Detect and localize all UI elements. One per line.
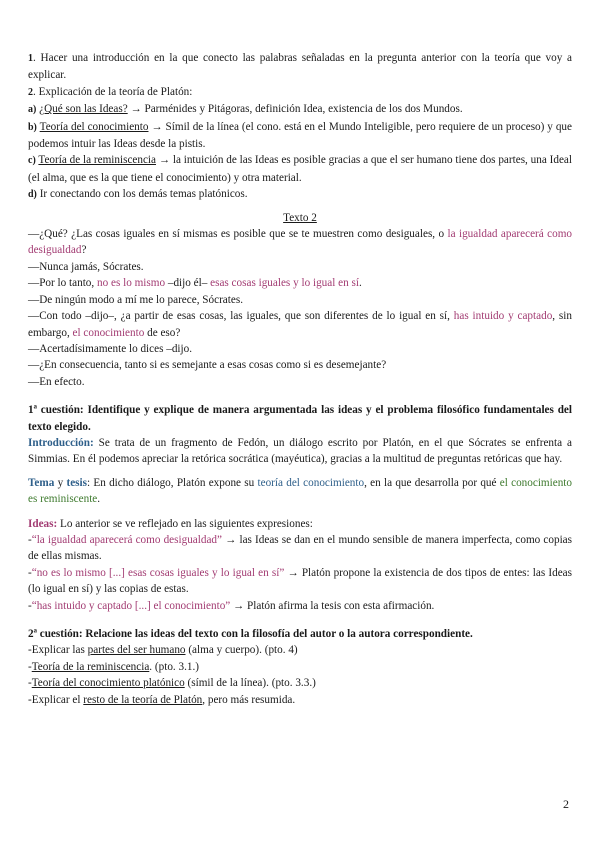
highlight-phrase: el conocimiento [72, 326, 145, 339]
outline-underlined: ¿Qué son las Ideas? [39, 103, 128, 116]
outline-number: 1 [28, 53, 33, 64]
item-underlined: Teoría de la reminiscencia [31, 660, 150, 673]
item-text: . (pto. 3.1.) [149, 660, 200, 673]
item-underlined: Teoría del conocimiento platónico [31, 677, 185, 690]
outline-item-d [28, 186, 572, 203]
highlight-phrase: teoría del conocimiento [257, 476, 365, 489]
dialogue-line: —En efecto. [28, 375, 85, 388]
outline-text: → Símil de la línea (el cono. está en el Mundo Inteligible, pero requiere de un proceso) y que podemos intuir las Ideas desde la pistis. [28, 120, 572, 151]
dialogue-line: —Nunca jamás, Sócrates. [28, 260, 144, 273]
outline-text: → Parménides y Pitágoras, definición Idea, existencia de los dos Mundos. [127, 103, 463, 116]
tesis-label: tesis [66, 476, 87, 489]
ideas-label: Ideas: [28, 517, 58, 530]
outline-underlined: Teoría del conocimiento [39, 120, 149, 133]
highlight-phrase: has intuido y captado [453, 310, 553, 323]
introduction-paragraph [28, 435, 572, 468]
item-text: , pero más resumida. [202, 693, 296, 706]
explanation: → las Ideas se dan en el mundo sensible de manera imperfecta, como copias de ellas mismas. [28, 533, 573, 563]
highlight-phrase: el conocimiento es reminiscente [28, 476, 573, 506]
dialogue-line: —Acertadísimamente lo dices –dijo. [28, 342, 193, 355]
explanation: → Platón propone la existencia de dos tipos de entes: las Ideas (lo igual en sí) y las copias de estas. [28, 566, 572, 596]
outline-label: b) [28, 121, 37, 133]
dialogue-line [28, 275, 572, 291]
outline-item-c [28, 152, 572, 186]
dialogue-text: , sin embargo, [28, 310, 572, 339]
item-text: -Explicar el [28, 693, 84, 706]
relation-item [28, 659, 572, 675]
highlight-phrase: no es lo mismo [97, 277, 166, 290]
bullet: - [28, 599, 32, 612]
paragraph-text: , en la que desarrolla por qué [364, 476, 500, 489]
outline-underlined: Teoría de la reminiscencia [38, 154, 157, 167]
explanation: → Platón afirma la tesis con esta afirmación. [230, 599, 435, 612]
quote: “has intuido y captado [...] el conocimiento” [31, 599, 231, 612]
quote: “la igualdad aparecerá como desigualdad” [31, 533, 222, 546]
page-content [28, 50, 572, 708]
dialogue-line: —¿En consecuencia, tanto si es semejante a esas cosas como si es desemejante? [28, 359, 387, 372]
highlight-phrase: esas cosas iguales y lo igual en sí [210, 277, 359, 290]
texto2-heading: Texto 2 [283, 211, 317, 224]
outline-item-1 [28, 50, 572, 84]
outline-text: . Explicación de la teoría de Platón: [33, 85, 193, 98]
outline-label: d) [28, 189, 37, 201]
dialogue-text: de eso? [144, 326, 181, 339]
item-text: - [28, 660, 32, 673]
bullet: - [28, 566, 32, 579]
outline-text: Ir conectando con los demás temas platónicos. [36, 188, 248, 201]
outline-item-b [28, 119, 572, 153]
item-underlined: partes del ser humano [87, 644, 186, 657]
relation-item [28, 642, 572, 658]
item-underlined: resto de la teoría de Platón [83, 693, 203, 706]
outline-label: a) [28, 104, 37, 116]
outline-item-2 [28, 84, 572, 101]
tema-label: Tema [28, 476, 55, 489]
bullet: - [28, 533, 32, 546]
paragraph-text: . [97, 493, 101, 506]
dialogue-text: —¿Qué? ¿Las cosas iguales en sí mismas es posible que se te muestren como desiguales, o [28, 228, 448, 241]
dialogue-line [28, 226, 572, 259]
relation-item [28, 692, 572, 708]
outline-number: 2 [28, 86, 33, 98]
question-2-title: 2ª cuestión: Relacione las ideas del texto con la filosofía del autor o la autora correspondiente. [28, 628, 473, 640]
outline-text: . Hacer una introducción en la que conecto las palabras señaladas en la pregunta anterior con la teoría que voy a explicar. [28, 52, 572, 82]
highlight-phrase: la igualdad aparecerá como desigualdad [28, 228, 572, 257]
tema-tesis-paragraph [28, 475, 572, 508]
dialogue-text: –dijo él– [165, 277, 211, 290]
quote: “no es lo mismo [...] esas cosas iguales y lo igual en sí” [31, 566, 285, 579]
paragraph-text: y [54, 476, 67, 489]
dialogue-text: —Con todo –dijo–, ¿a partir de esas cosas, las iguales, que son diferentes de lo igual en sí, [28, 310, 454, 323]
paragraph-text: Lo anterior se ve reflejado en las siguientes expresiones: [57, 517, 313, 530]
dialogue-text: . [358, 277, 362, 290]
item-text: - [28, 677, 32, 690]
paragraph-text: : En dicho diálogo, Platón expone su [86, 476, 258, 489]
question-1-title: 1ª cuestión: Identifique y explique de manera argumentada las ideas y el problema filosófico fundamentales del texto elegido. [28, 404, 572, 433]
relation-item [28, 675, 572, 691]
item-text: (símil de la línea). (pto. 3.3.) [184, 677, 316, 690]
paragraph-text: Se trata de un fragmento de Fedón, un diálogo escrito por Platón, en el que Sócrates se enfrenta a Simmias. En él podemos apreciar la retórica socrática (mayéutica), gracias a la multitud de preguntas retóricas que hay. [28, 436, 572, 466]
idea-item [28, 598, 572, 614]
outline-text: → la intuición de las Ideas es posible gracias a que el ser humano tiene dos partes, una Ideal (el alma, que es la que tiene el conocimiento) y otra material. [28, 154, 572, 184]
ideas-paragraph [28, 516, 572, 532]
dialogue-text: ? [81, 244, 87, 257]
dialogue-line: —De ningún modo a mí me lo parece, Sócrates. [28, 293, 243, 306]
idea-item [28, 565, 572, 598]
dialogue-line [28, 308, 572, 341]
item-text: -Explicar las [28, 644, 88, 657]
idea-item [28, 532, 572, 565]
outline-item-a [28, 101, 572, 118]
page-number: 2 [563, 797, 569, 811]
item-text: (alma y cuerpo). (pto. 4) [185, 644, 298, 657]
introduction-label: Introducción: [28, 436, 94, 449]
dialogue-text: —Por lo tanto, [28, 277, 97, 290]
outline-label: c) [28, 155, 36, 167]
